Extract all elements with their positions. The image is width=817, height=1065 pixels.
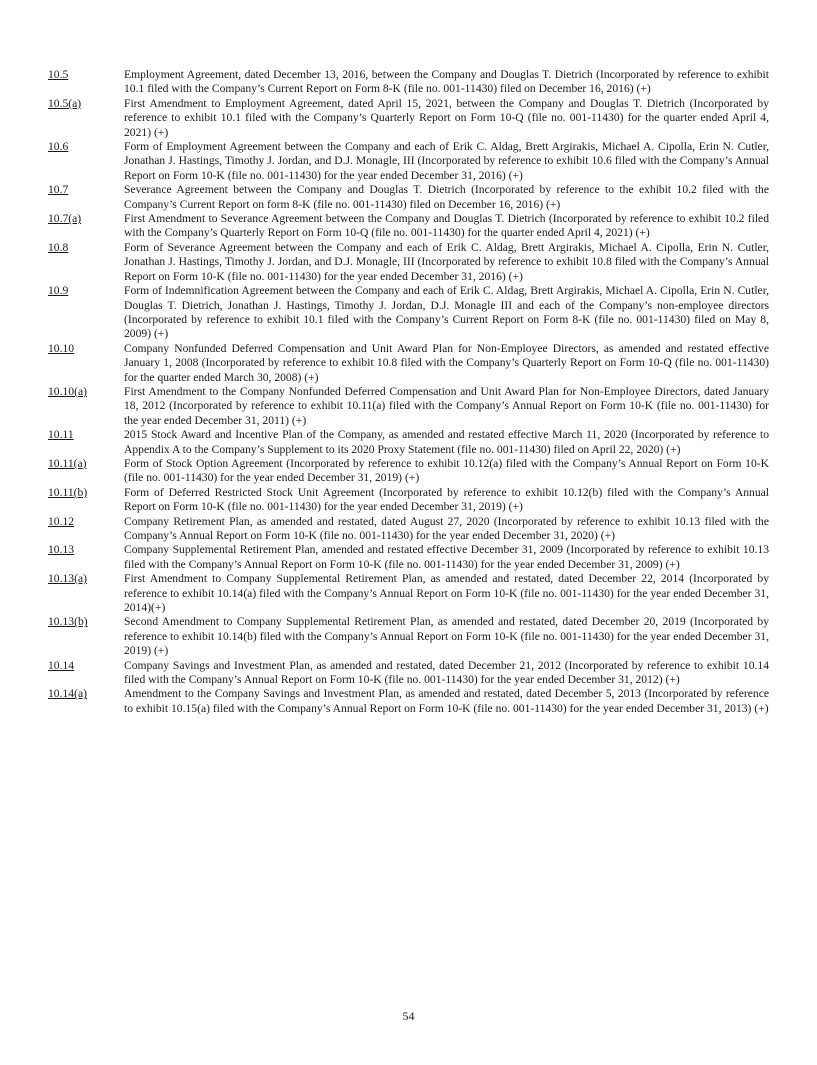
exhibit-number-link[interactable]: 10.7 bbox=[48, 183, 69, 197]
exhibit-description: Employment Agreement, dated December 13, 2016, between the Company and Douglas T. Dietrich (Incorporated by reference to exhibit 10.1 filed with the Company’s Current Report on Form 8-K (file no. 001-11430) filed on December 16, 2016) (+) bbox=[124, 68, 769, 96]
exhibit-number-link[interactable]: 10.14 bbox=[48, 658, 75, 672]
exhibit-number-link[interactable]: 10.11(a) bbox=[48, 456, 87, 470]
exhibit-description: Amendment to the Company Savings and Investment Plan, as amended and restated, dated December 5, 2013 (Incorporated by reference to exhibit 10.15(a) filed with the Company’s Annual Report on Form 10-K (file no. 001-11430) for the year ended December 31, 2013) (+) bbox=[124, 687, 769, 715]
exhibit-row bbox=[48, 183, 769, 212]
exhibit-row bbox=[48, 572, 769, 615]
exhibit-row bbox=[48, 615, 769, 658]
exhibit-number-link[interactable]: 10.8 bbox=[48, 240, 69, 254]
exhibit-description: Form of Indemnification Agreement between the Company and each of Erik C. Aldag, Brett Argirakis, Michael A. Cipolla, Erin N. Cutler, Douglas T. Dietrich, Jonathan J. Hastings, Timothy J. Jordan, D.J. Monagle III and each of the Company’s non-employee directors (Incorporated by reference to exhibit 10.1 filed with the Company’s Current Report on Form 8-K (file no. 001-11430) filed on May 8, 2009) (+) bbox=[124, 284, 769, 341]
exhibit-description: Company Savings and Investment Plan, as amended and restated, dated December 21, 2012 (Incorporated by reference to exhibit 10.14 filed with the Company’s Annual Report on Form 10-K (file no. 001-11430) for the year ended December 31, 2012) (+) bbox=[124, 658, 769, 687]
exhibit-row bbox=[48, 140, 769, 183]
exhibit-number-link[interactable]: 10.7(a) bbox=[48, 212, 82, 226]
exhibit-number-link[interactable]: 10.9 bbox=[48, 284, 69, 298]
exhibit-description: 2015 Stock Award and Incentive Plan of the Company, as amended and restated effective March 11, 2020 (Incorporated by reference to Appendix A to the Company’s Supplement to its 2020 Proxy Statement (file no. 001-11430) filed on April 22, 2020) (+) bbox=[124, 428, 769, 456]
exhibit-row bbox=[48, 68, 769, 97]
exhibit-row bbox=[48, 543, 769, 572]
exhibit-description: First Amendment to Severance Agreement between the Company and Douglas T. Dietrich (Incorporated by reference to exhibit 10.2 filed with the Company’s Quarterly Report on Form 10-Q (file no. 001-11430) for the quarter ended April 4, 2021) (+) bbox=[124, 212, 769, 240]
exhibit-list bbox=[48, 68, 769, 716]
exhibit-number-link[interactable]: 10.10 bbox=[48, 341, 75, 355]
exhibit-number-link[interactable]: 10.11(b) bbox=[48, 485, 88, 499]
exhibit-number-link[interactable]: 10.13 bbox=[48, 543, 75, 557]
exhibit-description: Company Retirement Plan, as amended and restated, dated August 27, 2020 (Incorporated by reference to exhibit 10.13 filed with the Company’s Annual Report on Form 10-K (file no. 001-11430) for the year ended December 31, 2020) (+) bbox=[124, 514, 769, 542]
exhibit-row bbox=[48, 515, 769, 544]
exhibit-description: First Amendment to Employment Agreement, dated April 15, 2021, between the Company and Douglas T. Dietrich (Incorporated by reference to exhibit 10.1 filed with the Company’s Quarterly Report on Form 10-Q (file no. 001-11430) for the quarter ended April 4, 2021) (+) bbox=[124, 96, 769, 139]
exhibit-number-link[interactable]: 10.12 bbox=[48, 514, 75, 528]
exhibit-description: Second Amendment to Company Supplemental Retirement Plan, as amended and restated, dated December 20, 2019 (Incorporated by reference to exhibit 10.14(b) filed with the Company’s Annual Report on Form 10-K (file no. 001-11430) for the year ended December 31, 2019) (+) bbox=[124, 615, 769, 658]
exhibit-description: Severance Agreement between the Company and Douglas T. Dietrich (Incorporated by reference to the exhibit 10.2 filed with the Company’s Current Report on form 8-K (file no. 001-11430) filed on December 16, 2016) (+) bbox=[124, 183, 769, 211]
exhibit-number-link[interactable]: 10.5 bbox=[48, 68, 69, 81]
exhibit-row bbox=[48, 284, 769, 342]
exhibit-row bbox=[48, 385, 769, 428]
exhibit-row bbox=[48, 241, 769, 284]
exhibit-row bbox=[48, 687, 769, 716]
exhibit-number-link[interactable]: 10.10(a) bbox=[48, 384, 87, 398]
exhibit-row bbox=[48, 212, 769, 241]
exhibit-row bbox=[48, 342, 769, 385]
exhibit-description: Form of Deferred Restricted Stock Unit Agreement (Incorporated by reference to exhibit 10.12(b) filed with the Company’s Annual Report on Form 10-K (file no. 001-11430) for the year ended December 31, 2019) (+) bbox=[124, 485, 769, 514]
exhibit-description: Company Supplemental Retirement Plan, amended and restated effective December 31, 2009 (Incorporated by reference to exhibit 10.13 filed with the Company’s Annual Report on Form 10-K (file no. 001-11430) for the year ended December 31, 2009) (+) bbox=[124, 543, 769, 571]
exhibit-row bbox=[48, 486, 769, 515]
exhibit-number-link[interactable]: 10.13(a) bbox=[48, 572, 87, 586]
exhibit-description: Form of Stock Option Agreement (Incorporated by reference to exhibit 10.12(a) filed with the Company’s Annual Report on Form 10-K (file no. 001-11430) for the year ended December 31, 2019) (+) bbox=[124, 456, 769, 485]
exhibit-row bbox=[48, 428, 769, 457]
exhibit-row bbox=[48, 659, 769, 688]
page-number: 54 bbox=[402, 1009, 415, 1023]
exhibit-description: First Amendment to Company Supplemental Retirement Plan, as amended and restated, dated December 22, 2014 (Incorporated by reference to exhibit 10.14(a) filed with the Company’s Annual Report on Form 10-K (file no. 001-11430) for the year ended December 31, 2014)(+) bbox=[124, 572, 769, 615]
exhibit-description: First Amendment to the Company Nonfunded Deferred Compensation and Unit Award Plan for Non-Employee Directors, dated January 18, 2012 (Incorporated by reference to exhibit 10.11(a) filed with the Company’s Annual Report on Form 10-K (file no. 001-11430) for the year ended December 31, 2011) (+) bbox=[124, 384, 769, 427]
exhibit-description: Form of Severance Agreement between the Company and each of Erik C. Aldag, Brett Argirakis, Michael A. Cipolla, Erin N. Cutler, Jonathan J. Hastings, Timothy J. Jordan, and D.J. Monagle, III (Incorporated by reference to exhibit 10.8 filed with the Company’s Annual Report on Form 10-K (file no. 001-11430) for the year ended December 31, 2016) (+) bbox=[124, 240, 769, 283]
exhibit-number-link[interactable]: 10.6 bbox=[48, 140, 69, 154]
exhibit-description: Company Nonfunded Deferred Compensation and Unit Award Plan for Non-Employee Directors, as amended and restated effective January 1, 2008 (Incorporated by reference to exhibit 10.8 filed with the Company’s Quarterly Report on Form 10-Q (file no. 001-11430) for the quarter ended March 30, 2008) (+) bbox=[124, 341, 769, 384]
exhibit-row bbox=[48, 97, 769, 140]
exhibit-number-link[interactable]: 10.14(a) bbox=[48, 687, 87, 701]
exhibit-number-link[interactable]: 10.11 bbox=[48, 428, 74, 442]
exhibit-row bbox=[48, 457, 769, 486]
exhibit-number-link[interactable]: 10.13(b) bbox=[48, 615, 88, 629]
exhibit-description: Form of Employment Agreement between the Company and each of Erik C. Aldag, Brett Argirakis, Michael A. Cipolla, Erin N. Cutler, Jonathan J. Hastings, Timothy J. Jordan, and D.J. Monagle, III (Incorporated by reference to exhibit 10.6 filed with the Company’s Annual Report on Form 10-K (file no. 001-11430) for the year ended December 31, 2016) (+) bbox=[124, 140, 769, 182]
exhibit-number-link[interactable]: 10.5(a) bbox=[48, 96, 82, 110]
